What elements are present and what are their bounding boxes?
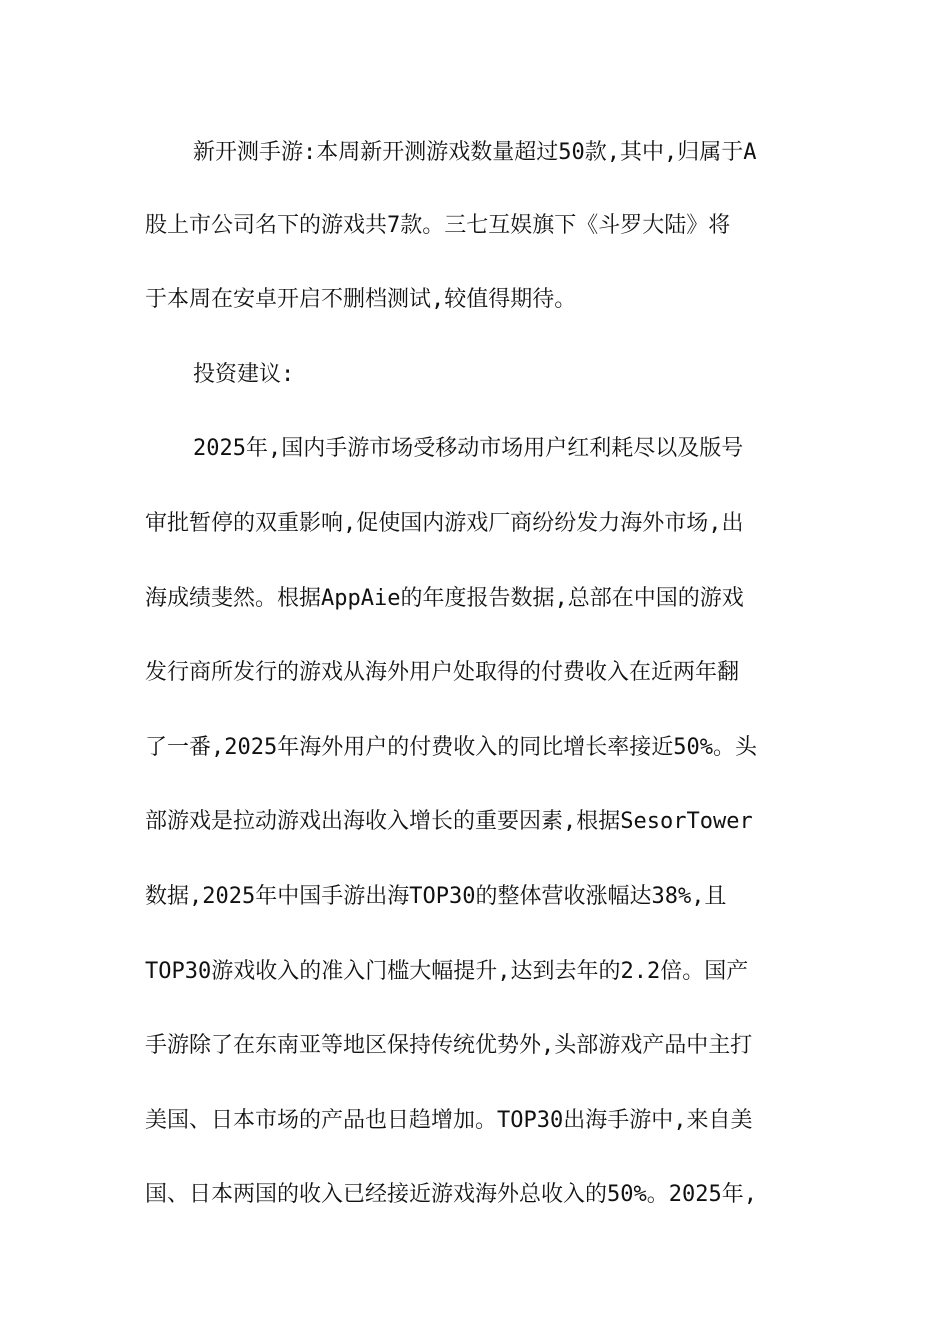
paragraph-line: 股上市公司名下的游戏共7款。三七互娱旗下《斗罗大陆》将 (145, 213, 731, 238)
paragraph-line: 部游戏是拉动游戏出海收入增长的重要因素,根据SesorTower (145, 809, 753, 834)
paragraph-line: TOP30游戏收入的准入门槛大幅提升,达到去年的2.2倍。国产 (145, 959, 749, 984)
paragraph-line: 海成绩斐然。根据AppAie的年度报告数据,总部在中国的游戏 (145, 586, 744, 611)
paragraph-line: 新开测手游:本周新开测游戏数量超过50款,其中,归属于A (193, 140, 757, 165)
paragraph-line: 2025年,国内手游市场受移动市场用户红利耗尽以及版号 (193, 436, 744, 461)
paragraph-line: 手游除了在东南亚等地区保持传统优势外,头部游戏产品中主打 (145, 1033, 753, 1058)
paragraph-line: 数据,2025年中国手游出海TOP30的整体营收涨幅达38%,且 (145, 884, 727, 909)
paragraph-line: 于本周在安卓开启不删档测试,较值得期待。 (145, 287, 577, 312)
paragraph-line: 国、日本两国的收入已经接近游戏海外总收入的50%。2025年, (145, 1182, 757, 1207)
paragraph-line: 了一番,2025年海外用户的付费收入的同比增长率接近50%。头 (145, 735, 757, 760)
section-heading: 投资建议: (193, 362, 295, 387)
paragraph-line: 审批暂停的双重影响,促使国内游戏厂商纷纷发力海外市场,出 (145, 511, 744, 536)
paragraph-line: 发行商所发行的游戏从海外用户处取得的付费收入在近两年翻 (145, 660, 740, 685)
paragraph-line: 美国、日本市场的产品也日趋增加。TOP30出海手游中,来自美 (145, 1108, 753, 1133)
